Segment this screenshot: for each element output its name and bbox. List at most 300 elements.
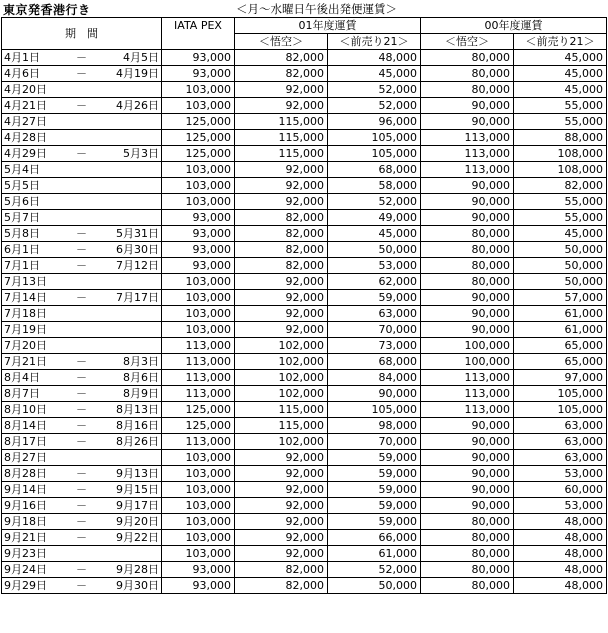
goku-00-cell: 80,000: [421, 226, 514, 242]
maeuri-00-cell: 50,000: [514, 242, 607, 258]
goku-00-cell: 80,000: [421, 258, 514, 274]
period-separator: －: [76, 419, 87, 432]
goku-00-cell: 90,000: [421, 178, 514, 194]
iata-pex-cell: 103,000: [162, 178, 235, 194]
period-start: 5月4日: [4, 163, 40, 176]
iata-pex-cell: 113,000: [162, 386, 235, 402]
goku-01-cell: 102,000: [235, 386, 328, 402]
period-cell: [2, 274, 162, 290]
iata-pex-cell: 103,000: [162, 450, 235, 466]
header-row-top: [2, 18, 607, 34]
period-start: 9月18日: [4, 515, 47, 528]
table-row: [2, 402, 607, 418]
period-separator: －: [76, 483, 87, 496]
maeuri-00-cell: 108,000: [514, 162, 607, 178]
goku-01-cell: 92,000: [235, 546, 328, 562]
period-cell: [2, 418, 162, 434]
period-start: 4月20日: [4, 83, 47, 96]
period-cell: [2, 226, 162, 242]
period-separator: －: [76, 51, 87, 64]
fare-table: [1, 17, 607, 594]
goku-00-cell: 90,000: [421, 194, 514, 210]
maeuri-01-cell: 45,000: [328, 66, 421, 82]
iata-pex-cell: 125,000: [162, 402, 235, 418]
header-goku-01: ＜悟空＞: [235, 34, 328, 50]
goku-01-cell: 92,000: [235, 178, 328, 194]
goku-00-cell: 90,000: [421, 210, 514, 226]
goku-00-cell: 80,000: [421, 50, 514, 66]
period-cell: [2, 450, 162, 466]
table-row: [2, 418, 607, 434]
period-separator: －: [76, 243, 87, 256]
goku-00-cell: 113,000: [421, 146, 514, 162]
maeuri-01-cell: 84,000: [328, 370, 421, 386]
period-end: 4月19日: [116, 67, 159, 80]
table-row: [2, 162, 607, 178]
period-start: 9月23日: [4, 547, 47, 560]
maeuri-00-cell: 45,000: [514, 82, 607, 98]
maeuri-01-cell: 70,000: [328, 434, 421, 450]
goku-01-cell: 82,000: [235, 66, 328, 82]
maeuri-01-cell: 105,000: [328, 130, 421, 146]
goku-01-cell: 115,000: [235, 130, 328, 146]
goku-00-cell: 100,000: [421, 354, 514, 370]
goku-00-cell: 80,000: [421, 514, 514, 530]
maeuri-00-cell: 53,000: [514, 466, 607, 482]
maeuri-01-cell: 45,000: [328, 226, 421, 242]
maeuri-01-cell: 61,000: [328, 546, 421, 562]
goku-01-cell: 82,000: [235, 210, 328, 226]
header-maeuri-00: ＜前売り21＞: [514, 34, 607, 50]
period-start: 4月27日: [4, 115, 47, 128]
table-title: 東京発香港行き: [3, 3, 91, 17]
period-cell: [2, 50, 162, 66]
period-end: 4月5日: [123, 51, 159, 64]
table-row: [2, 434, 607, 450]
maeuri-01-cell: 52,000: [328, 562, 421, 578]
table-row: [2, 466, 607, 482]
header-goku-00: ＜悟空＞: [421, 34, 514, 50]
period-cell: [2, 82, 162, 98]
table-row: [2, 242, 607, 258]
goku-00-cell: 100,000: [421, 338, 514, 354]
iata-pex-cell: 93,000: [162, 210, 235, 226]
period-start: 4月28日: [4, 131, 47, 144]
period-start: 4月29日: [4, 147, 47, 160]
iata-pex-cell: 103,000: [162, 482, 235, 498]
goku-00-cell: 90,000: [421, 498, 514, 514]
iata-pex-cell: 103,000: [162, 194, 235, 210]
period-cell: [2, 242, 162, 258]
period-separator: －: [76, 227, 87, 240]
goku-00-cell: 80,000: [421, 242, 514, 258]
period-start: 9月29日: [4, 579, 47, 592]
iata-pex-cell: 93,000: [162, 66, 235, 82]
goku-01-cell: 82,000: [235, 578, 328, 594]
goku-01-cell: 92,000: [235, 82, 328, 98]
iata-pex-cell: 103,000: [162, 274, 235, 290]
iata-pex-cell: 125,000: [162, 114, 235, 130]
period-cell: [2, 162, 162, 178]
period-end: 9月22日: [116, 531, 159, 544]
period-end: 8月13日: [116, 403, 159, 416]
period-end: 6月30日: [116, 243, 159, 256]
goku-01-cell: 92,000: [235, 450, 328, 466]
table-row: [2, 130, 607, 146]
maeuri-01-cell: 105,000: [328, 402, 421, 418]
period-separator: －: [76, 531, 87, 544]
period-cell: [2, 178, 162, 194]
table-row: [2, 562, 607, 578]
period-end: 8月3日: [123, 355, 159, 368]
maeuri-00-cell: 53,000: [514, 498, 607, 514]
maeuri-00-cell: 50,000: [514, 274, 607, 290]
period-end: 7月12日: [116, 259, 159, 272]
period-start: 5月7日: [4, 211, 40, 224]
period-end: 7月17日: [116, 291, 159, 304]
iata-pex-cell: 113,000: [162, 434, 235, 450]
goku-00-cell: 113,000: [421, 386, 514, 402]
period-cell: [2, 530, 162, 546]
maeuri-01-cell: 90,000: [328, 386, 421, 402]
goku-01-cell: 102,000: [235, 354, 328, 370]
iata-pex-cell: 103,000: [162, 530, 235, 546]
table-row: [2, 290, 607, 306]
period-separator: －: [76, 579, 87, 592]
table-row: [2, 482, 607, 498]
period-start: 5月6日: [4, 195, 40, 208]
goku-00-cell: 80,000: [421, 274, 514, 290]
period-start: 9月24日: [4, 563, 47, 576]
maeuri-01-cell: 53,000: [328, 258, 421, 274]
table-row: [2, 338, 607, 354]
period-start: 7月19日: [4, 323, 47, 336]
period-end: 9月15日: [116, 483, 159, 496]
goku-01-cell: 92,000: [235, 466, 328, 482]
period-cell: [2, 210, 162, 226]
maeuri-00-cell: 57,000: [514, 290, 607, 306]
table-row: [2, 546, 607, 562]
goku-00-cell: 80,000: [421, 82, 514, 98]
table-row: [2, 306, 607, 322]
period-cell: [2, 194, 162, 210]
iata-pex-cell: 93,000: [162, 50, 235, 66]
table-subtitle: ＜月～水曜日午後出発便運賃＞: [236, 2, 397, 16]
period-cell: [2, 98, 162, 114]
period-cell: [2, 258, 162, 274]
period-cell: [2, 306, 162, 322]
goku-00-cell: 113,000: [421, 370, 514, 386]
goku-01-cell: 102,000: [235, 434, 328, 450]
period-separator: －: [76, 403, 87, 416]
period-start: 8月10日: [4, 403, 47, 416]
period-cell: [2, 402, 162, 418]
maeuri-00-cell: 45,000: [514, 66, 607, 82]
maeuri-00-cell: 55,000: [514, 98, 607, 114]
period-cell: [2, 66, 162, 82]
iata-pex-cell: 103,000: [162, 546, 235, 562]
goku-01-cell: 92,000: [235, 322, 328, 338]
period-end: 8月6日: [123, 371, 159, 384]
header-period: 期 間: [2, 18, 162, 50]
period-start: 9月21日: [4, 531, 47, 544]
iata-pex-cell: 103,000: [162, 498, 235, 514]
period-start: 4月6日: [4, 67, 40, 80]
maeuri-00-cell: 48,000: [514, 530, 607, 546]
table-row: [2, 274, 607, 290]
period-start: 5月5日: [4, 179, 40, 192]
iata-pex-cell: 103,000: [162, 82, 235, 98]
iata-pex-cell: 113,000: [162, 354, 235, 370]
period-cell: [2, 482, 162, 498]
period-cell: [2, 370, 162, 386]
table-row: [2, 210, 607, 226]
iata-pex-cell: 103,000: [162, 98, 235, 114]
goku-00-cell: 113,000: [421, 402, 514, 418]
table-row: [2, 226, 607, 242]
period-cell: [2, 578, 162, 594]
maeuri-01-cell: 59,000: [328, 450, 421, 466]
goku-00-cell: 90,000: [421, 450, 514, 466]
table-row: [2, 50, 607, 66]
maeuri-01-cell: 58,000: [328, 178, 421, 194]
maeuri-00-cell: 60,000: [514, 482, 607, 498]
iata-pex-cell: 93,000: [162, 562, 235, 578]
goku-01-cell: 115,000: [235, 114, 328, 130]
table-row: [2, 386, 607, 402]
goku-01-cell: 82,000: [235, 258, 328, 274]
period-start: 7月14日: [4, 291, 47, 304]
goku-01-cell: 92,000: [235, 482, 328, 498]
maeuri-00-cell: 82,000: [514, 178, 607, 194]
goku-01-cell: 102,000: [235, 338, 328, 354]
period-separator: －: [76, 435, 87, 448]
period-start: 7月13日: [4, 275, 47, 288]
table-row: [2, 178, 607, 194]
table-row: [2, 322, 607, 338]
period-cell: [2, 562, 162, 578]
maeuri-00-cell: 63,000: [514, 418, 607, 434]
maeuri-00-cell: 48,000: [514, 578, 607, 594]
maeuri-00-cell: 65,000: [514, 354, 607, 370]
goku-00-cell: 90,000: [421, 98, 514, 114]
iata-pex-cell: 103,000: [162, 306, 235, 322]
maeuri-01-cell: 98,000: [328, 418, 421, 434]
iata-pex-cell: 93,000: [162, 226, 235, 242]
maeuri-00-cell: 61,000: [514, 322, 607, 338]
maeuri-00-cell: 48,000: [514, 562, 607, 578]
maeuri-00-cell: 108,000: [514, 146, 607, 162]
table-row: [2, 66, 607, 82]
iata-pex-cell: 125,000: [162, 146, 235, 162]
period-start: 7月21日: [4, 355, 47, 368]
header-fare-00: 00年度運賃: [421, 18, 607, 34]
goku-01-cell: 92,000: [235, 514, 328, 530]
table-row: [2, 514, 607, 530]
table-row: [2, 146, 607, 162]
period-cell: [2, 386, 162, 402]
period-end: 8月26日: [116, 435, 159, 448]
maeuri-00-cell: 48,000: [514, 514, 607, 530]
goku-01-cell: 82,000: [235, 226, 328, 242]
period-start: 5月8日: [4, 227, 40, 240]
goku-01-cell: 92,000: [235, 290, 328, 306]
goku-00-cell: 113,000: [421, 162, 514, 178]
period-end: 8月9日: [123, 387, 159, 400]
maeuri-00-cell: 45,000: [514, 50, 607, 66]
table-row: [2, 498, 607, 514]
goku-00-cell: 90,000: [421, 466, 514, 482]
header-maeuri-01: ＜前売り21＞: [328, 34, 421, 50]
maeuri-00-cell: 48,000: [514, 546, 607, 562]
period-start: 7月1日: [4, 259, 40, 272]
table-row: [2, 530, 607, 546]
iata-pex-cell: 113,000: [162, 338, 235, 354]
period-start: 8月4日: [4, 371, 40, 384]
goku-01-cell: 92,000: [235, 194, 328, 210]
period-separator: －: [76, 67, 87, 80]
goku-01-cell: 92,000: [235, 162, 328, 178]
maeuri-00-cell: 55,000: [514, 194, 607, 210]
table-row: [2, 98, 607, 114]
period-end: 9月13日: [116, 467, 159, 480]
iata-pex-cell: 93,000: [162, 242, 235, 258]
goku-00-cell: 80,000: [421, 530, 514, 546]
period-separator: －: [76, 563, 87, 576]
iata-pex-cell: 103,000: [162, 514, 235, 530]
period-separator: －: [76, 259, 87, 272]
maeuri-01-cell: 68,000: [328, 162, 421, 178]
period-start: 4月1日: [4, 51, 40, 64]
table-row: [2, 578, 607, 594]
maeuri-00-cell: 63,000: [514, 434, 607, 450]
table-row: [2, 82, 607, 98]
period-cell: [2, 546, 162, 562]
table-row: [2, 450, 607, 466]
header-iata-pex: IATA PEX: [162, 18, 235, 50]
goku-00-cell: 90,000: [421, 418, 514, 434]
maeuri-01-cell: 68,000: [328, 354, 421, 370]
period-separator: －: [76, 499, 87, 512]
goku-00-cell: 90,000: [421, 114, 514, 130]
table-row: [2, 114, 607, 130]
maeuri-01-cell: 59,000: [328, 482, 421, 498]
maeuri-00-cell: 45,000: [514, 226, 607, 242]
period-cell: [2, 322, 162, 338]
period-start: 8月14日: [4, 419, 47, 432]
maeuri-00-cell: 63,000: [514, 450, 607, 466]
maeuri-00-cell: 88,000: [514, 130, 607, 146]
maeuri-00-cell: 97,000: [514, 370, 607, 386]
iata-pex-cell: 125,000: [162, 130, 235, 146]
iata-pex-cell: 93,000: [162, 258, 235, 274]
maeuri-01-cell: 52,000: [328, 194, 421, 210]
maeuri-01-cell: 105,000: [328, 146, 421, 162]
goku-00-cell: 113,000: [421, 130, 514, 146]
period-end: 9月17日: [116, 499, 159, 512]
period-end: 4月26日: [116, 99, 159, 112]
maeuri-01-cell: 59,000: [328, 514, 421, 530]
period-start: 7月18日: [4, 307, 47, 320]
period-cell: [2, 146, 162, 162]
period-separator: －: [76, 99, 87, 112]
period-separator: －: [76, 291, 87, 304]
maeuri-01-cell: 59,000: [328, 498, 421, 514]
period-cell: [2, 514, 162, 530]
goku-01-cell: 82,000: [235, 562, 328, 578]
period-start: 4月21日: [4, 99, 47, 112]
maeuri-01-cell: 66,000: [328, 530, 421, 546]
goku-00-cell: 80,000: [421, 578, 514, 594]
goku-01-cell: 82,000: [235, 50, 328, 66]
goku-01-cell: 102,000: [235, 370, 328, 386]
maeuri-01-cell: 59,000: [328, 466, 421, 482]
goku-01-cell: 92,000: [235, 306, 328, 322]
goku-01-cell: 115,000: [235, 418, 328, 434]
maeuri-00-cell: 65,000: [514, 338, 607, 354]
maeuri-01-cell: 59,000: [328, 290, 421, 306]
period-start: 8月27日: [4, 451, 47, 464]
maeuri-00-cell: 55,000: [514, 114, 607, 130]
goku-01-cell: 92,000: [235, 530, 328, 546]
period-separator: －: [76, 147, 87, 160]
goku-01-cell: 115,000: [235, 146, 328, 162]
maeuri-01-cell: 52,000: [328, 82, 421, 98]
period-cell: [2, 290, 162, 306]
goku-01-cell: 92,000: [235, 274, 328, 290]
table-row: [2, 370, 607, 386]
maeuri-01-cell: 48,000: [328, 50, 421, 66]
goku-01-cell: 92,000: [235, 98, 328, 114]
period-separator: －: [76, 515, 87, 528]
period-end: 9月30日: [116, 579, 159, 592]
table-row: [2, 258, 607, 274]
maeuri-01-cell: 62,000: [328, 274, 421, 290]
maeuri-01-cell: 52,000: [328, 98, 421, 114]
period-cell: [2, 434, 162, 450]
goku-00-cell: 90,000: [421, 322, 514, 338]
period-end: 5月31日: [116, 227, 159, 240]
table-row: [2, 354, 607, 370]
maeuri-00-cell: 55,000: [514, 210, 607, 226]
goku-00-cell: 90,000: [421, 482, 514, 498]
goku-00-cell: 80,000: [421, 546, 514, 562]
goku-01-cell: 115,000: [235, 402, 328, 418]
period-start: 9月16日: [4, 499, 47, 512]
period-end: 5月3日: [123, 147, 159, 160]
period-end: 8月16日: [116, 419, 159, 432]
maeuri-01-cell: 50,000: [328, 242, 421, 258]
maeuri-01-cell: 49,000: [328, 210, 421, 226]
maeuri-00-cell: 50,000: [514, 258, 607, 274]
period-start: 7月20日: [4, 339, 47, 352]
iata-pex-cell: 103,000: [162, 162, 235, 178]
goku-01-cell: 92,000: [235, 498, 328, 514]
iata-pex-cell: 113,000: [162, 370, 235, 386]
fare-body: [2, 50, 607, 594]
iata-pex-cell: 125,000: [162, 418, 235, 434]
goku-00-cell: 90,000: [421, 434, 514, 450]
period-separator: －: [76, 355, 87, 368]
goku-00-cell: 80,000: [421, 66, 514, 82]
maeuri-00-cell: 105,000: [514, 386, 607, 402]
period-separator: －: [76, 467, 87, 480]
period-end: 9月20日: [116, 515, 159, 528]
maeuri-00-cell: 105,000: [514, 402, 607, 418]
iata-pex-cell: 93,000: [162, 578, 235, 594]
maeuri-01-cell: 50,000: [328, 578, 421, 594]
period-start: 9月14日: [4, 483, 47, 496]
